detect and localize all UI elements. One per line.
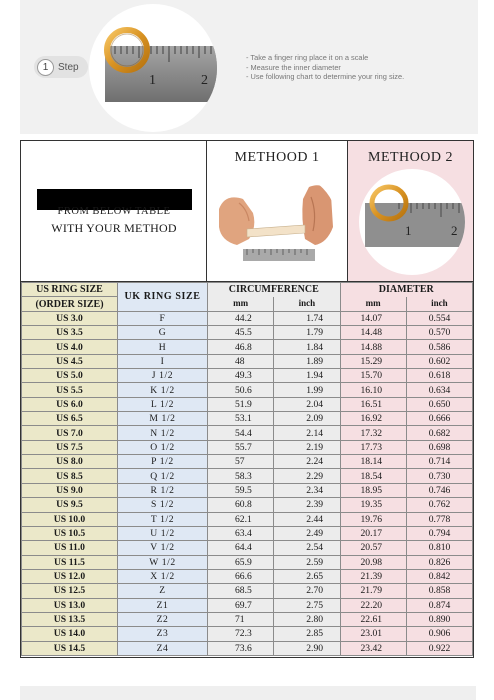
method-2-illustration [359,169,465,275]
table-row [22,584,473,598]
cell-circumference-inch: 2.65 [274,569,340,583]
cell-circumference-inch: 2.49 [274,526,340,540]
cell-uk-size: Z4 [118,641,208,655]
cell-diameter-inch: 0.698 [406,440,472,454]
cell-circumference-inch: 2.14 [274,426,340,440]
cell-circumference-inch: 2.34 [274,483,340,497]
cell-circumference-mm: 59.5 [208,483,274,497]
cell-diameter-inch: 0.666 [406,412,472,426]
header-instruction-line-2: WITH YOUR METHOD [51,221,177,235]
scale-mark-1: 1 [405,223,412,238]
cell-circumference-inch: 2.59 [274,555,340,569]
ring-size-chart [20,140,474,658]
cell-circumference-inch: 1.84 [274,340,340,354]
cell-diameter-mm: 19.76 [340,512,406,526]
cell-diameter-inch: 0.634 [406,383,472,397]
cell-circumference-inch: 2.09 [274,412,340,426]
cell-us-size: US 6.5 [22,412,118,426]
cell-circumference-mm: 49.3 [208,369,274,383]
cell-circumference-inch: 2.29 [274,469,340,483]
table-row [22,512,473,526]
cell-us-size: US 9.5 [22,498,118,512]
step-label: Step [58,61,79,73]
header-order-size: (ORDER SIZE) [22,297,118,311]
cell-diameter-mm: 14.88 [340,340,406,354]
cell-uk-size: Z2 [118,612,208,626]
cell-us-size: US 5.5 [22,383,118,397]
cell-uk-size: Z3 [118,627,208,641]
cell-us-size: US 4.0 [22,340,118,354]
table-row [22,397,473,411]
method-1-cell [207,141,348,281]
cell-diameter-mm: 21.79 [340,584,406,598]
cell-uk-size: K 1/2 [118,383,208,397]
cell-circumference-mm: 66.6 [208,569,274,583]
cell-circumference-inch: 2.85 [274,627,340,641]
cell-us-size: US 6.0 [22,397,118,411]
step-instructions [246,53,404,82]
cell-circumference-mm: 54.4 [208,426,274,440]
cell-circumference-mm: 45.5 [208,326,274,340]
cell-uk-size: X 1/2 [118,569,208,583]
cell-uk-size: U 1/2 [118,526,208,540]
cell-us-size: US 4.5 [22,354,118,368]
cell-diameter-mm: 21.39 [340,569,406,583]
method-1-title: METHOOD 1 [234,150,320,165]
cell-circumference-mm: 73.6 [208,641,274,655]
cell-diameter-inch: 0.826 [406,555,472,569]
cell-circumference-mm: 58.3 [208,469,274,483]
cell-diameter-inch: 0.714 [406,455,472,469]
ruler-ring-icon [89,4,217,132]
method-2-title: METHOOD 2 [368,150,453,165]
cell-circumference-inch: 2.80 [274,612,340,626]
cell-diameter-mm: 18.95 [340,483,406,497]
cell-circumference-mm: 50.6 [208,383,274,397]
ring-size-table [21,282,473,656]
table-row [22,541,473,555]
table-row [22,354,473,368]
cell-uk-size: Z [118,584,208,598]
cell-us-size: US 13.5 [22,612,118,626]
cell-diameter-mm: 20.17 [340,526,406,540]
cell-diameter-mm: 23.42 [340,641,406,655]
cell-diameter-inch: 0.810 [406,541,472,555]
cell-uk-size: S 1/2 [118,498,208,512]
cell-circumference-mm: 44.2 [208,311,274,325]
header-diameter-mm: mm [340,297,406,311]
cell-circumference-mm: 55.7 [208,440,274,454]
cell-us-size: US 12.5 [22,584,118,598]
cell-diameter-mm: 20.98 [340,555,406,569]
cell-circumference-inch: 1.74 [274,311,340,325]
table-row [22,555,473,569]
cell-circumference-inch: 1.89 [274,354,340,368]
cell-circumference-mm: 46.8 [208,340,274,354]
cell-uk-size: T 1/2 [118,512,208,526]
table-row [22,440,473,454]
cell-uk-size: I [118,354,208,368]
cell-us-size: US 14.0 [22,627,118,641]
table-row [22,598,473,612]
table-row [22,326,473,340]
instruction-item: - Measure the inner diameter [246,63,404,73]
cell-circumference-mm: 65.9 [208,555,274,569]
table-row [22,311,473,325]
cell-diameter-inch: 0.746 [406,483,472,497]
header-circumference-inch: inch [274,297,340,311]
cell-diameter-inch: 0.762 [406,498,472,512]
cell-uk-size: L 1/2 [118,397,208,411]
cell-diameter-mm: 18.14 [340,455,406,469]
cell-diameter-inch: 0.842 [406,569,472,583]
cell-diameter-inch: 0.586 [406,340,472,354]
cell-us-size: US 13.0 [22,598,118,612]
cell-diameter-mm: 17.73 [340,440,406,454]
cell-diameter-inch: 0.778 [406,512,472,526]
table-row [22,455,473,469]
cell-diameter-inch: 0.682 [406,426,472,440]
cell-circumference-mm: 64.4 [208,541,274,555]
cell-diameter-inch: 0.890 [406,612,472,626]
cell-circumference-inch: 2.24 [274,455,340,469]
ring-on-scale-illustration [89,4,217,132]
table-row [22,426,473,440]
cell-diameter-mm: 22.61 [340,612,406,626]
cell-diameter-mm: 17.32 [340,426,406,440]
table-row [22,483,473,497]
step-indicator [34,56,88,78]
header-circumference-mm: mm [208,297,274,311]
cell-diameter-mm: 15.70 [340,369,406,383]
cell-us-size: US 10.0 [22,512,118,526]
instruction-item: - Take a finger ring place it on a scale [246,53,404,63]
cell-uk-size: V 1/2 [118,541,208,555]
method-1-illustration [213,169,337,275]
cell-circumference-mm: 71 [208,612,274,626]
scale-mark-2: 2 [201,73,208,88]
cell-us-size: US 10.5 [22,526,118,540]
table-row [22,369,473,383]
cell-circumference-inch: 2.19 [274,440,340,454]
cell-diameter-mm: 15.29 [340,354,406,368]
cell-us-size: US 3.5 [22,326,118,340]
chart-header [21,141,473,282]
cell-us-size: US 5.0 [22,369,118,383]
cell-uk-size: M 1/2 [118,412,208,426]
cell-us-size: US 14.5 [22,641,118,655]
cell-diameter-inch: 0.794 [406,526,472,540]
table-row [22,627,473,641]
cell-circumference-mm: 60.8 [208,498,274,512]
cell-us-size: US 7.5 [22,440,118,454]
header-instruction-cell [21,141,207,281]
cell-circumference-mm: 53.1 [208,412,274,426]
cell-us-size: US 11.0 [22,541,118,555]
cell-diameter-mm: 23.01 [340,627,406,641]
table-row [22,383,473,397]
cell-uk-size: H [118,340,208,354]
header-diameter-inch: inch [406,297,472,311]
cell-uk-size: W 1/2 [118,555,208,569]
cell-diameter-inch: 0.858 [406,584,472,598]
cell-diameter-inch: 0.650 [406,397,472,411]
cell-diameter-mm: 18.54 [340,469,406,483]
cell-diameter-inch: 0.554 [406,311,472,325]
cell-uk-size: J 1/2 [118,369,208,383]
header-instruction-line-1: FROM BELOW TABLE [57,207,171,215]
table-row [22,469,473,483]
cell-diameter-mm: 16.92 [340,412,406,426]
table-row [22,526,473,540]
cell-circumference-mm: 68.5 [208,584,274,598]
cell-diameter-inch: 0.618 [406,369,472,383]
cell-circumference-inch: 2.54 [274,541,340,555]
step-banner [20,0,478,134]
cell-diameter-inch: 0.874 [406,598,472,612]
footer-strip [20,686,476,700]
cell-uk-size: F [118,311,208,325]
table-row [22,412,473,426]
table-row [22,340,473,354]
scale-mark-2: 2 [451,223,458,238]
cell-diameter-mm: 20.57 [340,541,406,555]
table-row [22,569,473,583]
cell-circumference-mm: 69.7 [208,598,274,612]
step-number: 1 [37,59,54,76]
cell-us-size: US 8.5 [22,469,118,483]
cell-circumference-mm: 62.1 [208,512,274,526]
cell-us-size: US 12.0 [22,569,118,583]
cell-diameter-inch: 0.570 [406,326,472,340]
cell-uk-size: Z1 [118,598,208,612]
ring-on-ruler-icon [359,169,465,275]
cell-diameter-inch: 0.922 [406,641,472,655]
cell-diameter-mm: 14.48 [340,326,406,340]
finger-measure-icon [213,169,337,275]
cell-uk-size: P 1/2 [118,455,208,469]
cell-diameter-mm: 16.10 [340,383,406,397]
header-diameter: DIAMETER [340,283,473,297]
table-row [22,612,473,626]
cell-diameter-mm: 22.20 [340,598,406,612]
cell-circumference-inch: 2.39 [274,498,340,512]
header-us-size: US RING SIZE [22,283,118,297]
cell-circumference-inch: 2.44 [274,512,340,526]
cell-us-size: US 3.0 [22,311,118,325]
cell-circumference-mm: 72.3 [208,627,274,641]
cell-circumference-inch: 1.79 [274,326,340,340]
cell-circumference-mm: 48 [208,354,274,368]
cell-diameter-inch: 0.906 [406,627,472,641]
table-subheader-row [22,297,473,311]
cell-circumference-mm: 57 [208,455,274,469]
cell-us-size: US 11.5 [22,555,118,569]
cell-diameter-inch: 0.730 [406,469,472,483]
cell-us-size: US 9.0 [22,483,118,497]
cell-circumference-inch: 2.04 [274,397,340,411]
header-uk-size: UK RING SIZE [118,283,208,312]
cell-us-size: US 8.0 [22,455,118,469]
cell-diameter-mm: 16.51 [340,397,406,411]
cell-circumference-inch: 1.94 [274,369,340,383]
cell-circumference-inch: 1.99 [274,383,340,397]
method-2-cell [348,141,473,281]
cell-us-size: US 7.0 [22,426,118,440]
cell-diameter-mm: 14.07 [340,311,406,325]
cell-circumference-mm: 63.4 [208,526,274,540]
table-body [22,311,473,655]
header-circumference: CIRCUMFERENCE [208,283,341,297]
cell-diameter-inch: 0.602 [406,354,472,368]
instruction-item: - Use following chart to determine your ring size. [246,72,404,82]
cell-uk-size: R 1/2 [118,483,208,497]
cell-circumference-inch: 2.90 [274,641,340,655]
cell-circumference-inch: 2.75 [274,598,340,612]
scale-mark-1: 1 [149,73,156,88]
table-row [22,641,473,655]
cell-diameter-mm: 19.35 [340,498,406,512]
cell-uk-size: Q 1/2 [118,469,208,483]
cell-circumference-mm: 51.9 [208,397,274,411]
cell-uk-size: N 1/2 [118,426,208,440]
table-row [22,498,473,512]
table-header-row [22,283,473,297]
cell-uk-size: O 1/2 [118,440,208,454]
cell-uk-size: G [118,326,208,340]
cell-circumference-inch: 2.70 [274,584,340,598]
